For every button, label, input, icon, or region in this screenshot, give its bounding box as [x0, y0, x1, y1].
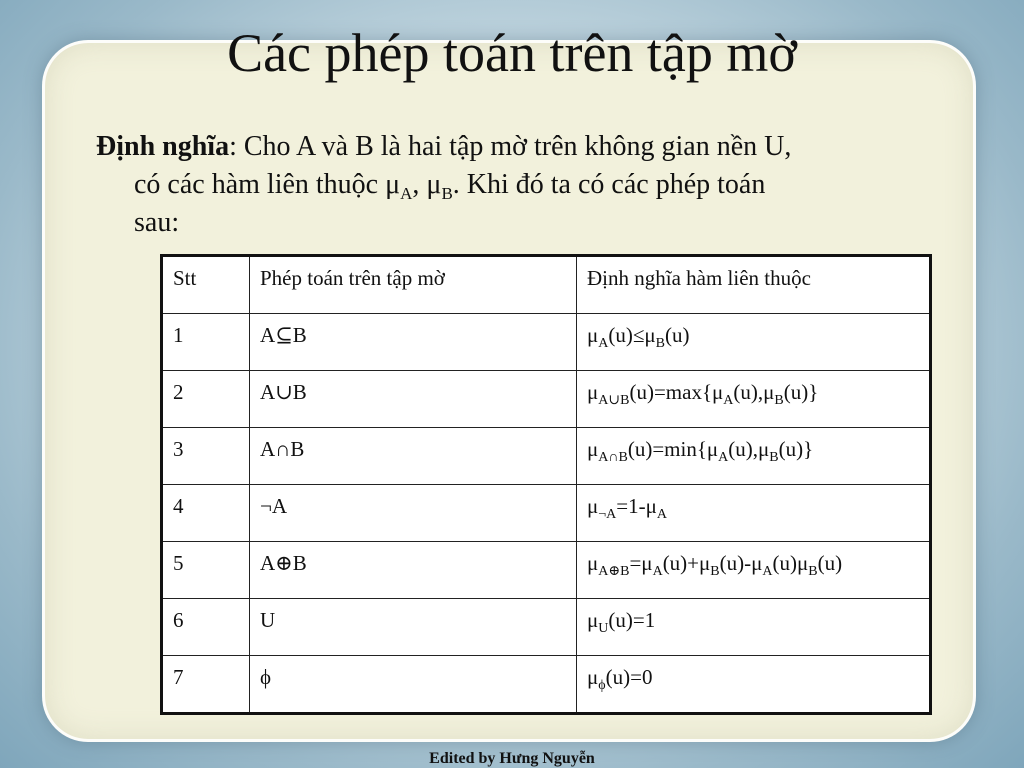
- formula-text: (u)=max{μ: [629, 380, 724, 404]
- mu-symbol: μ: [426, 169, 442, 200]
- fuzzy-operations-table: [160, 254, 932, 715]
- cell-definition: [577, 485, 931, 542]
- formula-subscript: B: [655, 336, 666, 351]
- formula-text: μ: [587, 608, 599, 632]
- formula-subscript: A∪B: [598, 393, 630, 408]
- formula-subscript: B: [774, 393, 784, 408]
- table-row: [162, 314, 931, 371]
- formula-text: (u)}: [778, 437, 814, 461]
- table-header-row: [162, 256, 931, 314]
- cell-stt: 4: [162, 485, 250, 542]
- formula-subscript: ¬A: [598, 507, 617, 522]
- cell-stt: 3: [162, 428, 250, 485]
- formula-subscript: B: [710, 564, 720, 579]
- subscript-a: A: [400, 184, 413, 203]
- table-row: [162, 428, 931, 485]
- table-row: [162, 599, 931, 656]
- separator: ,: [412, 169, 427, 200]
- cell-stt: 6: [162, 599, 250, 656]
- formula-subscript: B: [808, 564, 818, 579]
- formula-text: (u): [817, 551, 843, 575]
- cell-stt: 7: [162, 656, 250, 714]
- definition-text-3: sau:: [134, 207, 180, 238]
- cell-stt: 1: [162, 314, 250, 371]
- formula-subscript: ϕ: [598, 678, 606, 693]
- cell-definition: [577, 599, 931, 656]
- definition-term: Định nghĩa: [96, 131, 230, 162]
- formula-text: =μ: [629, 551, 653, 575]
- cell-definition: [577, 314, 931, 371]
- formula-subscript: A: [656, 507, 668, 522]
- table-row: [162, 485, 931, 542]
- formula-text: (u)=1: [608, 608, 656, 632]
- cell-stt: 2: [162, 371, 250, 428]
- formula-subscript: A: [762, 564, 773, 579]
- formula-text: =1-μ: [616, 494, 657, 518]
- cell-operation: U: [250, 599, 577, 656]
- footer-credit: Edited by Hưng Nguyễn: [429, 750, 595, 767]
- formula-text: μ: [587, 665, 599, 689]
- definition-paragraph: [96, 128, 962, 242]
- formula-text: (u)+μ: [662, 551, 711, 575]
- formula-subscript: U: [598, 621, 609, 636]
- header-definition: Định nghĩa hàm liên thuộc: [577, 256, 931, 314]
- cell-definition: [577, 656, 931, 714]
- formula-subscript: A: [718, 450, 729, 465]
- formula-subscript: A: [723, 393, 734, 408]
- formula-text: (u)=min{μ: [627, 437, 719, 461]
- table-row: [162, 656, 931, 714]
- cell-definition: [577, 542, 931, 599]
- subscript-b: B: [441, 184, 453, 203]
- cell-operation: A⊕B: [250, 542, 577, 599]
- header-stt: Stt: [162, 256, 250, 314]
- mu-symbol: μ: [385, 169, 401, 200]
- slide-title: Các phép toán trên tập mờ: [227, 23, 797, 83]
- cell-operation: A⊆B: [250, 314, 577, 371]
- formula-text: μ: [587, 380, 599, 404]
- cell-definition: [577, 428, 931, 485]
- formula-text: (u)μ: [772, 551, 809, 575]
- definition-line-2: [96, 166, 962, 242]
- cell-operation: ¬A: [250, 485, 577, 542]
- table-row: [162, 542, 931, 599]
- formula-subscript: A⊕B: [598, 564, 630, 579]
- formula-subscript: A∩B: [598, 450, 628, 465]
- formula-text: μ: [587, 551, 599, 575]
- formula-subscript: A: [598, 336, 609, 351]
- definition-text-2b: . Khi đó ta có các phép toán: [452, 169, 766, 200]
- formula-subscript: A: [652, 564, 663, 579]
- formula-text: (u),μ: [728, 437, 770, 461]
- formula-text: (u),μ: [733, 380, 775, 404]
- cell-stt: 5: [162, 542, 250, 599]
- formula-text: (u): [665, 323, 690, 347]
- formula-text: μ: [587, 437, 599, 461]
- cell-definition: [577, 371, 931, 428]
- definition-text-1: : Cho A và B là hai tập mờ trên không gian nền U,: [229, 131, 792, 162]
- formula-text: (u)}: [783, 380, 819, 404]
- formula-subscript: B: [769, 450, 779, 465]
- formula-text: (u)≤μ: [608, 323, 656, 347]
- definition-text-2a: có các hàm liên thuộc: [134, 169, 386, 200]
- cell-operation: ϕ: [250, 656, 577, 714]
- cell-operation: A∩B: [250, 428, 577, 485]
- formula-text: μ: [587, 494, 599, 518]
- formula-text: (u)=0: [605, 665, 653, 689]
- table-row: [162, 371, 931, 428]
- cell-operation: A∪B: [250, 371, 577, 428]
- formula-text: (u)-μ: [719, 551, 763, 575]
- formula-text: μ: [587, 323, 599, 347]
- header-operation: Phép toán trên tập mờ: [250, 256, 577, 314]
